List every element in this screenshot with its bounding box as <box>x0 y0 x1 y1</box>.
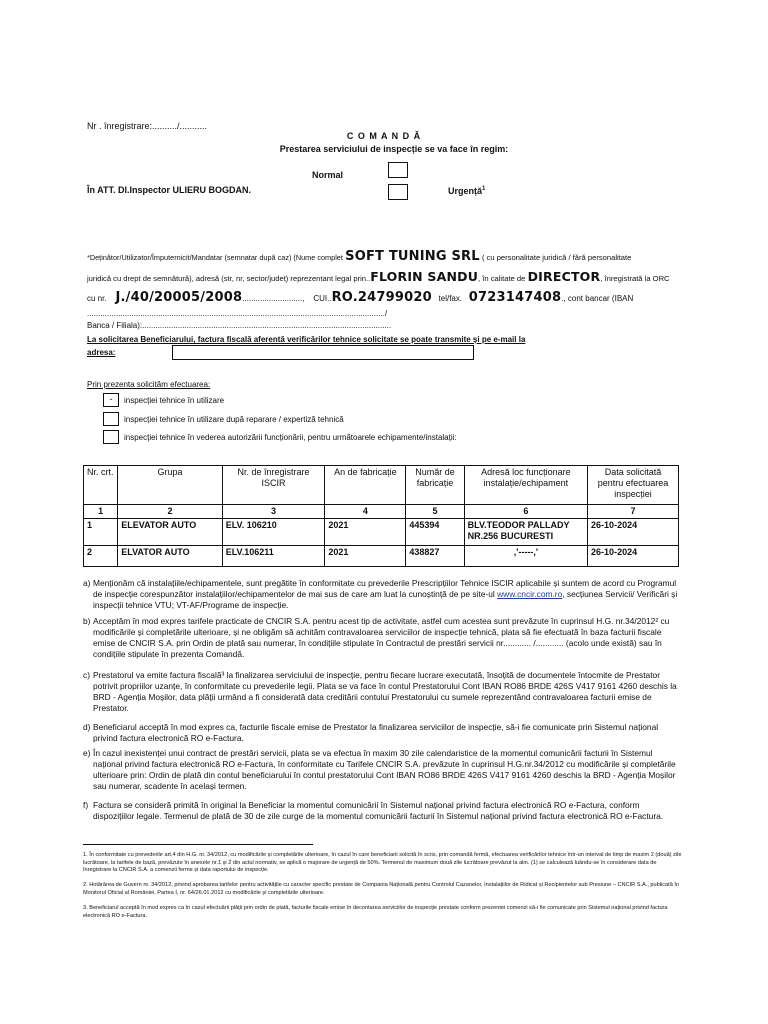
clause-b: b) Acceptăm în mod expres tarifele practicate de CNCIR S.A. pentru acest tip de activitate, astfel cum acestea sunt prevăzute în cuprinsul H.G. nr.34/2012² cu modificările și completările ulterioare, și ne obligăm să achităm contravaloarea serviciilor de inspecție tehnică, plata să fie efectuată în baza facturii fiscale emise de CNCIR S.A. prin Ordin de plată sau numerar, în condițiile stipulate în Contractul de prestări servicii nr............ /............ (acolo unde există) sau în condițiile stipulate în prezenta Comandă. <box>83 616 670 659</box>
cell: ELEVATOR AUTO <box>118 519 222 546</box>
orc-number: J./40/20005/2008 <box>115 290 243 305</box>
cell: BLV.TEODOR PALLADY NR.256 BUCURESTI <box>464 519 587 546</box>
urgent-checkbox[interactable] <box>388 184 408 200</box>
header-grupa: Grupa <box>118 466 222 505</box>
footnote-1: 1. În conformitate cu prevederile art.4 din H.G. nr. 34/2012, cu modificările și completările ulterioare, în cazul în care beneficiarii solicită în scris, prin comandă fermă, efectuarea verificărilor tehnice într-un interval de timp de maxim 2 (două) zile lucrătoare, la tarifele de bază, prevăzute în anexele nr.1 și 2 din actul normativ, se aplică o majorare de urgență de 50%. Termenul de maximum două zile lucrătoare prevăzut la alin. (1) se calculează luându-se în considerare data de înregistrare la CNCIR S.A. a comenzii ferme și data raportului de inspecție. <box>83 852 682 874</box>
footnote-3: 3. Beneficiarul acceptă în mod expres ca în cazul efectuării plății prin ordin de plată, facturile fiscale emise în decontarea serviciilor de inspecție prestate conform prezentei comenzi să-i fie comunicate prin Sistemul național privind factura electronică RO e-Factura. <box>83 905 668 919</box>
client-line-3: cu nr. J./40/20005/2008..........................., CUI..RO.24799020 tel/fax. 0723147408., cont bancar (IBAN <box>87 290 634 305</box>
clause-a: a) Menționăm că instalațiile/echipamentele, sunt pregătite în conformitate cu prevederile Prescripțiilor Tehnice ISCIR aplicabile și suntem de acord cu Programul de inspecție corespunzător instalațiilor/echipamentelor de mai sus de care am luat la cunoștință de pe site-ul www.cncir.com.ro, secțiunea Servicii/ Verificări și inspecții tehnice VTU; VT-AF/Programe de inspecție. <box>83 578 678 610</box>
option-2-label: inspecției tehnice în utilizare după reparare / expertiză tehnică <box>124 415 344 424</box>
header-adresa: Adresă loc funcționare instalație/echipament <box>464 466 587 505</box>
client-line-2: juridică cu drept de semnătură), adresă (str, nr, sector/județ) reprezentant legal prin..FLORIN SANDU, în calitate de DIRECTOR, înregistrată la ORC <box>87 269 670 284</box>
table-number-row <box>84 505 679 519</box>
request-heading: Prin prezenta solicităm efectuarea: <box>87 380 211 389</box>
col-num-2: 2 <box>118 505 222 519</box>
cell: 445394 <box>406 519 464 546</box>
clause-d: d) Beneficiarul acceptă în mod expres ca, facturile fiscale emise de Prestator la finalizarea serviciilor de inspecție, să-i fie comunicate prin Sistemul național privind factura electronică RO e-Factura. <box>83 722 659 743</box>
header-data: Data solicitată pentru efectuarea inspecției <box>588 466 679 505</box>
table-row <box>84 519 679 546</box>
cell: ELV. 106210 <box>222 519 325 546</box>
header-iscir: Nr. de înregistrare ISCIR <box>222 466 325 505</box>
col-num-6: 6 <box>464 505 587 519</box>
bank-branch: Banca / Filiala):................................................................................................................ <box>87 321 392 330</box>
header-numar: Număr de fabricație <box>406 466 464 505</box>
phone-number: 0723147408 <box>468 290 562 305</box>
col-num-1: 1 <box>84 505 118 519</box>
iban-dots: ....................................................................................................................................../ <box>87 309 388 318</box>
page-title: C O M A N D Ă <box>346 131 422 141</box>
cell: ELVATOR AUTO <box>118 546 222 567</box>
role: DIRECTOR <box>527 269 601 284</box>
normal-label: Normal <box>312 170 344 180</box>
col-num-3: 3 <box>222 505 325 519</box>
clause-c: c) Prestatorul va emite factura fiscală³ la finalizarea serviciului de inspecție, pentru fiecare lucrare executată, însoțită de documentele întocmite de Prestator potrivit propriilor uzanțe, în conformitate cu prevederile legii. Plata se va face în contul Prestatorului Cont IBAN RO86 BRDE 426S V417 9161 4260 deschis la BRD - Agenția Moșilor, data plății urmând a fi considerată data creditării contului Prestatorului cu sumele reprezentând contravaloarea facturii emise de Prestator. <box>83 670 677 713</box>
legal-representative: FLORIN SANDU <box>370 269 479 284</box>
email-notice: La solicitarea Beneficiarului, factura fiscală aferentă verificărilor tehnice solicitate se poate transmite și pe e-mail la <box>87 335 526 344</box>
col-num-5: 5 <box>406 505 464 519</box>
cncir-link[interactable]: www.cncir.com.ro <box>497 589 563 599</box>
clause-e: e) În cazul inexistenței unui contract de prestări servicii, plata se va efectua în maxim 30 zile calendaristice de la momentul comunicării facturii în Sistemul național privind factura electronică RO e-Factura, în conformitate cu Tarifele CNCIR S.A. prevăzute în cuprinsul H.G.nr.34/2012 cu modificările și completările ulterioare prin: Ordin de plată din contul beneficiarului în contul prestatorului Cont IBAN RO86 BRDE 426S V417 9161 4260 deschis la BRD - Agenția Moșilor sau numerar, scadente în același termen. <box>83 748 676 791</box>
email-field[interactable] <box>172 345 474 360</box>
client-line-1: *Deținător/Utilizator/Împuternicit/Mandatar (semnatar după caz) (Nume complet SOFT TUNING SRL ( cu personalitate juridică / fără personalitate <box>87 249 632 264</box>
normal-checkbox[interactable] <box>388 162 408 178</box>
header-an: An de fabricație <box>325 466 406 505</box>
cell: 26-10-2024 <box>588 519 679 546</box>
cell: ,'-----,' <box>464 546 587 567</box>
client-name: SOFT TUNING SRL <box>345 249 480 264</box>
cell: 2021 <box>325 519 406 546</box>
urgent-label: Urgență$^1$ <box>448 186 486 196</box>
footnote-2: 2. Hotărârea de Guvern nr. 34/2012, privind aprobarea tarifelor pentru activitățile cu caracter specific prestate de Compania Națională pentru Controlul Cazanelor, Instalațiilor de Ridicat și Recipientelor sub Presiune – CNCIR S.A., publicată în Monitorul Oficial al României, Partea I, nr. 64/26.01.2012 cu modificările și completările ulterioare. <box>83 882 680 896</box>
option-1-checkbox[interactable]: - <box>103 393 119 407</box>
header-nr: Nr. crt. <box>84 466 118 505</box>
registration-number: Nr . înregistrare:........../........... <box>87 121 208 131</box>
table-row <box>84 546 679 567</box>
col-num-7: 7 <box>588 505 679 519</box>
cell: 2021 <box>325 546 406 567</box>
subtitle: Prestarea serviciului de inspecție se va face în regim: <box>279 144 509 154</box>
option-3-checkbox[interactable] <box>103 430 119 444</box>
option-1-label: inspecției tehnice în utilizare <box>124 396 225 405</box>
email-label: adresa: <box>87 348 116 357</box>
cell: 438827 <box>406 546 464 567</box>
col-num-4: 4 <box>325 505 406 519</box>
attention-line: În ATT. Dl.Inspector ULIERU BOGDAN. <box>87 185 252 195</box>
cell: 2 <box>84 546 118 567</box>
equipment-table <box>83 465 679 567</box>
option-2-checkbox[interactable] <box>103 412 119 426</box>
cell: 26-10-2024 <box>588 546 679 567</box>
footnote-divider <box>83 844 313 845</box>
clause-f: f) Factura se consideră primită în original la Beneficiar la momentul comunicării în Sistemul național privind factura electronică RO e-Factura, conform dispozițiilor legale. Termenul de plată de 30 de zile curge de la momentul comunicării facturii în Sistemul național privind factura electronică RO e-Factura. <box>83 800 664 821</box>
cell: 1 <box>84 519 118 546</box>
option-3-label: inspecției tehnice în vederea autorizării funcționării, pentru următoarele echipamente/instalații: <box>124 433 457 442</box>
table-header-row <box>84 466 679 505</box>
cell: ELV.106211 <box>222 546 325 567</box>
cui-number: RO.24799020 <box>331 290 432 305</box>
